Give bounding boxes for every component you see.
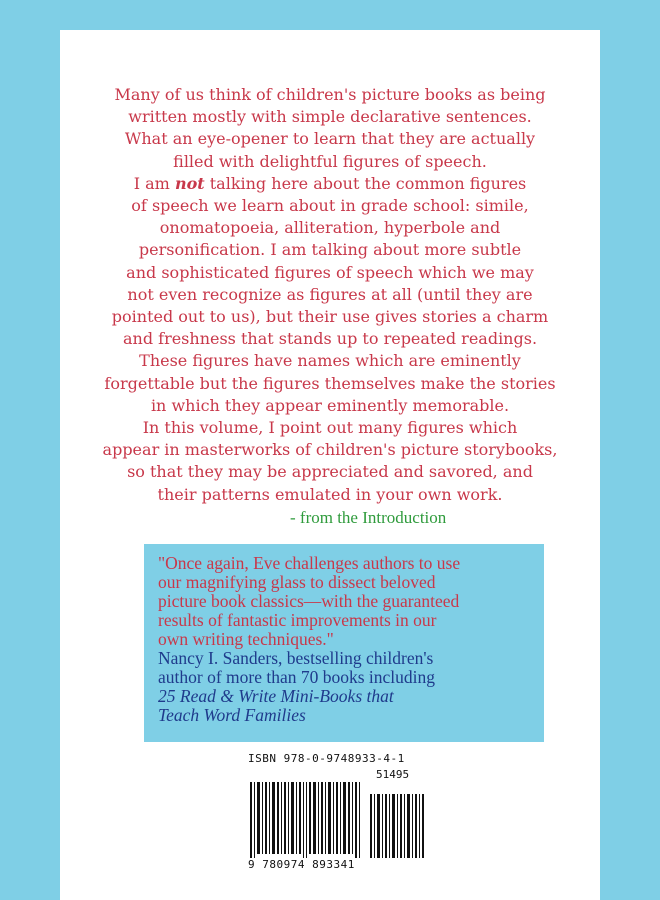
intro-line: written mostly with simple declarative sentences. [128,107,532,127]
intro-line: In this volume, I point out many figures which [142,418,518,438]
quote-line: "Once again, Eve challenges authors to use [158,553,461,573]
intro-line: personification. I am talking about more subtle [138,240,522,260]
intro-line: onomatopoeia, alliteration, hyperbole and [159,218,501,238]
attribution: - from the Introduction [290,508,447,527]
intro-line-emphasis [60,173,600,195]
intro-line-post: talking here about the common figures [204,173,527,193]
intro-line: filled with delightful figures of speech. [173,151,487,171]
intro-line: forgettable but the figures themselves make the stories [104,373,556,393]
barcode-bars [248,782,428,858]
endorsement-box [144,544,544,742]
isbn-label: ISBN 978-0-9748933-4-1 [248,752,405,765]
intro-line: of speech we learn about in grade school: simile, [131,196,529,216]
intro-line: so that they may be appreciated and savored, and [127,462,533,482]
intro-line: What an eye-opener to learn that they are actually [124,129,536,149]
intro-line: in which they appear eminently memorable. [150,395,510,415]
quote-line: our magnifying glass to dissect beloved [158,572,436,592]
author-line: Nancy I. Sanders, bestselling children's [158,648,434,668]
introduction-excerpt [60,84,600,506]
intro-line: Many of us think of children's picture books as being [114,85,546,104]
quote-line: results of fantastic improvements in our [158,610,437,630]
intro-line: and freshness that stands up to repeated readings. [122,329,538,349]
endorsement-text [158,554,538,725]
intro-line: These figures have names which are eminently [139,351,521,371]
intro-line: their patterns emulated in your own work. [157,484,503,504]
book-title-line: 25 Read & Write Mini-Books that [158,686,394,706]
intro-line-pre: I am [133,173,175,193]
intro-line: appear in masterworks of children's picture storybooks, [102,440,558,460]
emphasis-not: not [174,173,205,193]
isbn-barcode [248,752,428,878]
quote-line: own writing techniques." [158,629,334,649]
intro-line: pointed out to us), but their use gives stories a charm [111,307,549,327]
book-title-line: Teach Word Families [158,705,306,725]
quote-line: picture book classics—with the guaranteed [158,591,460,611]
author-line: author of more than 70 books including [158,667,436,687]
barcode-digits: 9 780974 893341 [248,858,355,871]
intro-line: and sophisticated figures of speech which we may [126,262,534,282]
back-cover-page [60,30,600,900]
intro-line: not even recognize as figures at all (until they are [127,284,533,304]
price-addon: 51495 [376,768,410,781]
